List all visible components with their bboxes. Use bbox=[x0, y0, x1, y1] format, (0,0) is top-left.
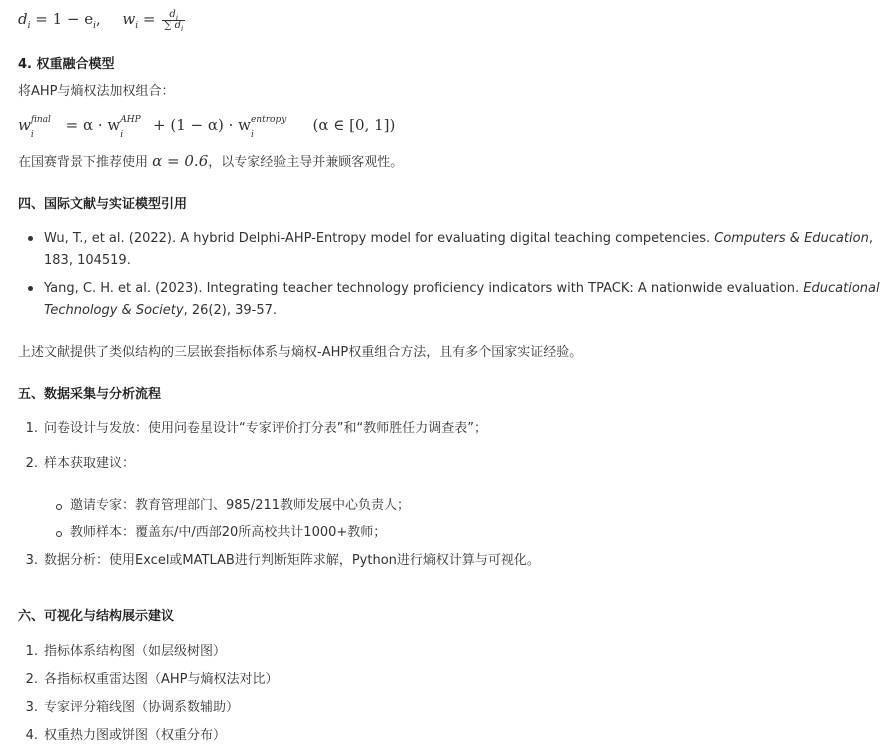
bullet-ring bbox=[56, 531, 62, 537]
section-5-item-2: 样本获取建议： bbox=[44, 456, 136, 471]
fraction-denominator-sub: i bbox=[180, 24, 184, 33]
fraction-numerator: d bbox=[169, 8, 176, 20]
references-summary: 上述文献提供了类似结构的三层嵌套指标体系与熵权-AHP权重组合方法，且有多个国家实证经验。 bbox=[18, 345, 583, 360]
reference-2-text: Yang, C. H. et al. (2023). Integrating teacher technology proficiency indicators with TPACK: A nationwide evaluation. bbox=[44, 281, 804, 296]
formula-d-rhs: = 1 − e bbox=[35, 10, 94, 28]
fusion-plus-term: + (1 − α) · w bbox=[153, 116, 251, 134]
formula-w-eq: = bbox=[142, 10, 156, 28]
section-5-item-1: 问卷设计与发放：使用问卷星设计“专家评价打分表”和“教师胜任力调查表”； bbox=[44, 421, 487, 436]
list-number: 3. bbox=[25, 553, 38, 568]
reference-2-journal-part1: Educational bbox=[803, 281, 880, 296]
reference-1-journal: Computers & Education bbox=[714, 231, 869, 246]
formula-d-sub: i bbox=[27, 21, 31, 31]
note-prefix: 在国赛背景下推荐使用 bbox=[18, 155, 149, 170]
reference-2-volume: , 26(2), 39-57. bbox=[183, 303, 277, 318]
bullet-ring bbox=[56, 504, 62, 510]
formula-d-symbol: d bbox=[18, 10, 28, 28]
formula-w-sub: i bbox=[135, 21, 139, 31]
list-number: 3. bbox=[25, 700, 38, 715]
list-number: 2. bbox=[25, 456, 38, 471]
bullet-dot bbox=[28, 286, 33, 291]
list-number: 1. bbox=[25, 421, 38, 436]
formula-fraction bbox=[162, 10, 185, 31]
reference-1-line-2 bbox=[44, 250, 131, 271]
fusion-sup-final: final bbox=[30, 115, 51, 125]
list-number: 2. bbox=[25, 672, 38, 687]
reference-1-line-1 bbox=[44, 228, 873, 249]
fusion-sup-ahp: AHP bbox=[120, 115, 141, 125]
fusion-sub-i-2: i bbox=[120, 130, 124, 140]
reference-2-line-1 bbox=[44, 278, 880, 299]
reference-1-tail: , bbox=[868, 231, 873, 246]
bullet-dot bbox=[28, 236, 33, 241]
list-number: 1. bbox=[25, 644, 38, 659]
fusion-eq-alpha: = α · w bbox=[65, 116, 121, 134]
reference-2-line-2 bbox=[44, 300, 277, 321]
section-6-item-1: 指标体系结构图（如层级树图） bbox=[44, 644, 227, 659]
list-number: 4. bbox=[25, 728, 38, 743]
formula-w-symbol: w bbox=[122, 10, 136, 28]
fraction-numerator-sub: i bbox=[175, 13, 179, 22]
fusion-alpha-range: (α ∈ [0, 1]) bbox=[312, 116, 396, 134]
reference-1-volume: 183, 104519. bbox=[44, 253, 131, 268]
note-suffix: ，以专家经验主导并兼顾客观性。 bbox=[208, 155, 404, 170]
section-5-heading: 五、数据采集与分析流程 bbox=[18, 387, 162, 402]
section-5-subitem-2: 教师样本：覆盖东/中/西部20所高校共计1000+教师； bbox=[70, 525, 387, 540]
reference-2-journal-part2: Technology & Society bbox=[44, 303, 184, 318]
fusion-w-symbol: w bbox=[18, 116, 31, 134]
section-6-item-4: 权重热力图或饼图（权重分布） bbox=[44, 728, 227, 743]
section-refs-heading: 四、国际文献与实证模型引用 bbox=[18, 197, 188, 212]
reference-1-text: Wu, T., et al. (2022). A hybrid Delphi-AHP-Entropy model for evaluating digital teaching competencies. bbox=[44, 231, 715, 246]
fusion-sup-entropy: entropy bbox=[250, 115, 287, 125]
formula-d-w bbox=[18, 9, 185, 31]
section-6-item-2: 各指标权重雷达图（AHP与熵权法对比） bbox=[44, 672, 279, 687]
section-4-heading: 4. 权重融合模型 bbox=[18, 57, 115, 72]
section-6-item-3: 专家评分箱线图（协调系数辅助） bbox=[44, 700, 240, 715]
fusion-sub-i-3: i bbox=[250, 130, 254, 140]
weight-fusion-formula bbox=[18, 115, 396, 140]
section-4-intro: 将AHP与熵权法加权组合： bbox=[18, 84, 175, 99]
section-5-item-3: 数据分析：使用Excel或MATLAB进行判断矩阵求解，Python进行熵权计算与可视化。 bbox=[44, 553, 540, 568]
section-4-note bbox=[18, 151, 403, 173]
section-6-heading: 六、可视化与结构展示建议 bbox=[18, 609, 175, 624]
fusion-sub-i: i bbox=[30, 130, 34, 140]
section-5-subitem-1: 邀请专家：教育管理部门、985/211教师发展中心负责人； bbox=[70, 498, 411, 513]
note-alpha-value: α = 0.6 bbox=[152, 152, 209, 170]
formula-comma: , bbox=[96, 10, 101, 28]
fraction-denominator: ∑ d bbox=[164, 19, 181, 31]
formula-e-sub: i bbox=[93, 21, 97, 31]
